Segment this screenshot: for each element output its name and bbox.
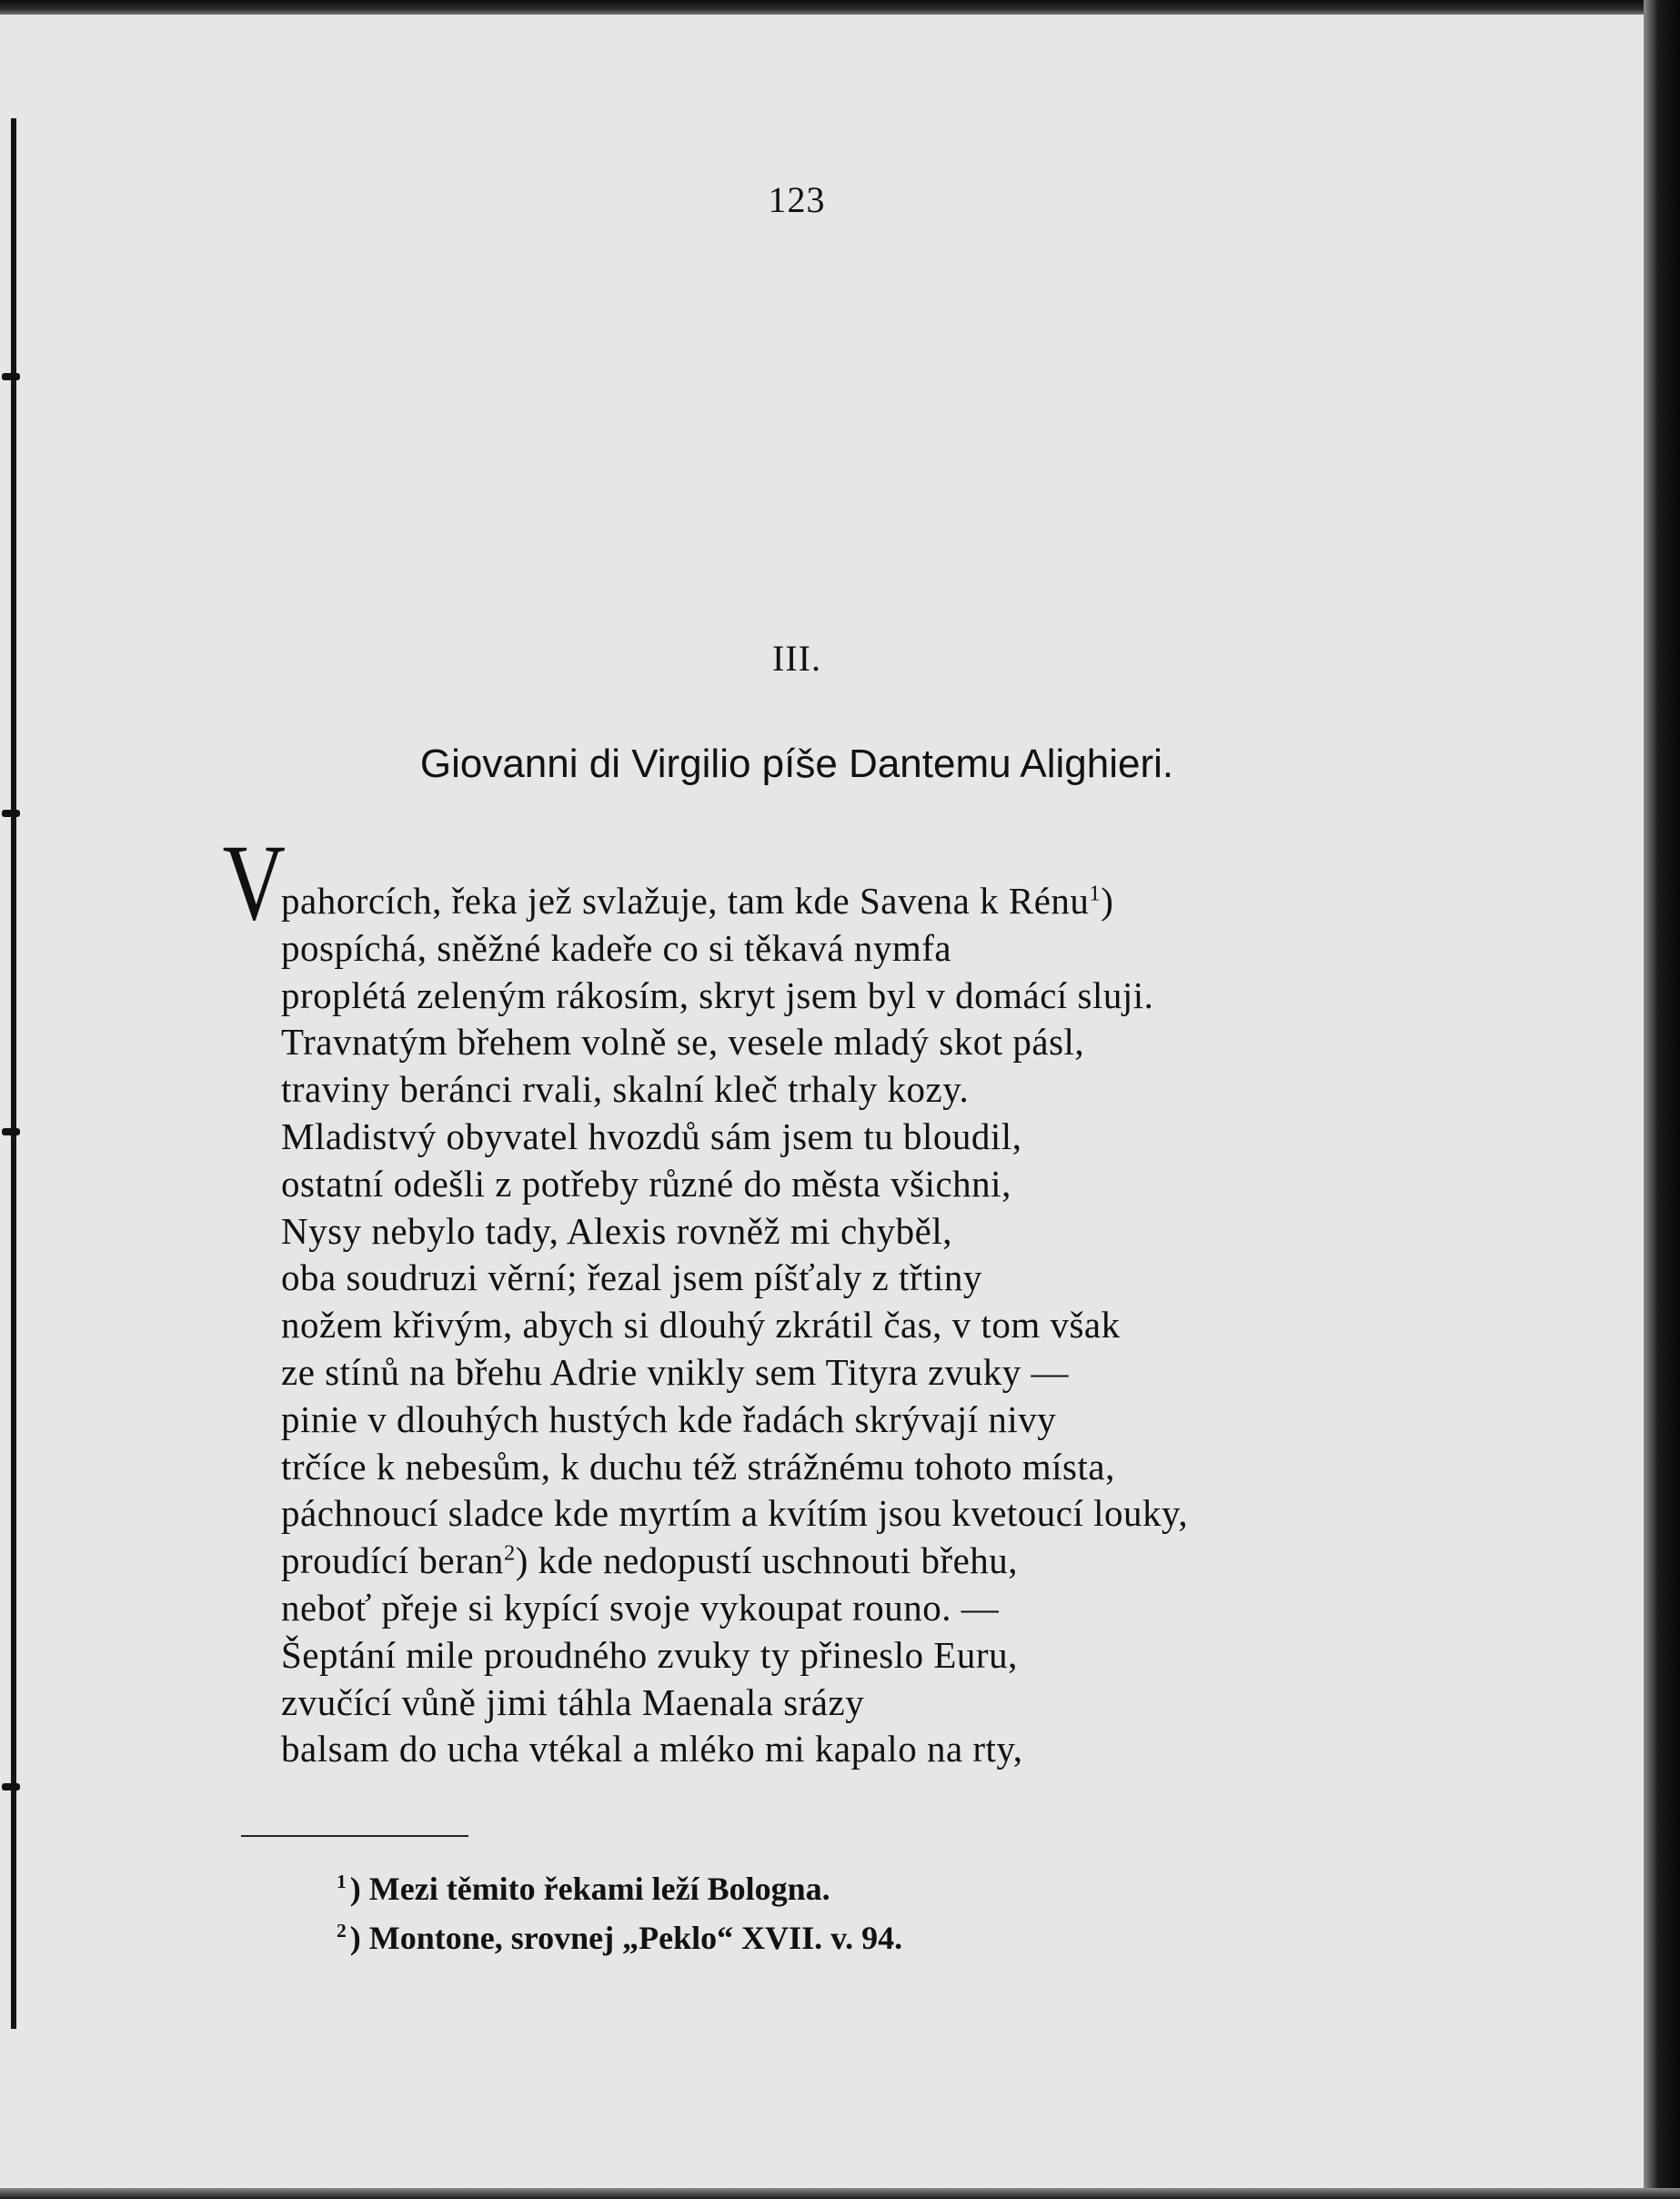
verse-line [281,1302,1409,1349]
binding-mark [2,810,20,817]
footnote [337,1861,902,1910]
verse-line-text: ze stínů na břehu Adrie vnikly sem Tityra zvuky — [281,1350,1070,1393]
verse-line-text: traviny beránci rvali, skalní kleč trhaly kozy. [281,1068,970,1111]
verse-line [281,1397,1409,1444]
footnote-reference: 1 [1089,881,1102,906]
verse-line-text: nožem křivým, abych si dlouhý zkrátil čas, v tom však [281,1304,1121,1347]
verse-line [281,1161,1409,1208]
drop-cap: V [222,822,287,943]
verse-line-text: pospíchá, sněžné kadeře co si těkavá nymfa [281,926,952,969]
verse-line [281,878,1409,925]
binding-edge [11,118,16,2029]
binding-mark [2,373,20,380]
verse-line-text: ostatní odešli z potřeby různé do města všichni, [281,1162,1011,1205]
binding-mark [2,1128,20,1135]
footnote-rule [241,1835,468,1837]
verse-line [281,1726,1409,1773]
section-number: III. [772,638,821,679]
verse-line [281,1349,1409,1397]
chapter-title: Giovanni di Virgilio píše Dantemu Alighieri. [419,741,1174,786]
verse-line [281,1632,1409,1680]
footnote-reference: 2 [503,1540,516,1566]
verse-line-text: Nysy nebylo tady, Alexis rovněž mi chyběl, [281,1209,952,1252]
verse-line [281,1490,1409,1538]
verse-line [281,1585,1409,1632]
footnote-mark: 1 [337,1871,347,1892]
verse-line-text: proplétá zeleným rákosím, skryt jsem byl v domácí sluji. [281,973,1154,1016]
verse-line [281,1114,1409,1161]
verse-line [281,1255,1409,1302]
verse-line [281,1066,1409,1114]
verse-line [281,1538,1409,1585]
verse-line-text: pinie v dlouhých hustých kde řadách skrývají nivy [281,1397,1057,1440]
verse-line [281,925,1409,973]
scan-border-right [1644,0,1680,2199]
verse-line-continuation: ) [1101,880,1114,922]
verse-line-text: Mladistvý obyvatel hvozdů sám jsem tu bloudil, [281,1115,1022,1157]
verse-line-text: Šeptání mile proudného zvuky ty přineslo Euru, [281,1633,1018,1676]
verse-line-text: páchnoucí sladce kde myrtím a kvítím jsou kvetoucí louky, [281,1492,1189,1535]
scan-border-top [0,0,1680,15]
footnote [337,1910,902,1959]
verse-line-text: oba soudruzi věrní; řezal jsem píšťaly z třtiny [281,1256,982,1299]
footnote-mark: 2 [337,1920,347,1942]
scan-border-bottom [0,2188,1680,2199]
verse-line-text: zvučící vůně jimi táhla Maenala srázy [281,1680,865,1723]
footnotes [337,1861,902,1959]
verse-line [281,973,1409,1020]
verse-line [281,1019,1409,1066]
verse-line-text: trčíce k nebesům, k duchu též strážnému tohoto místa, [281,1445,1115,1488]
verse-line-text: pahorcích, řeka jež svlažuje, tam kde Savena k Rénu [281,880,1090,922]
verse-line-continuation: ) kde nedopustí uschnouti břehu, [515,1539,1019,1582]
verse-line [281,1444,1409,1491]
footnote-text: ) Montone, srovnej „Peklo“ XVII. v. 94. [349,1920,903,1956]
verse-line [281,1208,1409,1256]
binding-mark [2,1783,20,1790]
footnote-text: ) Mezi těmito řekami leží Bologna. [349,1871,830,1907]
verse-line-text: neboť přeje si kypící svoje vykoupat rouno. — [281,1586,1000,1629]
verse-line-text: balsam do ucha vtékal a mléko mi kapalo na rty, [281,1728,1023,1770]
verse-text [281,878,1409,1773]
verse-line-text: proudící beran [281,1539,504,1582]
page-number: 123 [768,179,826,220]
verse-line [281,1680,1409,1727]
verse-line-text: Travnatým břehem volně se, vesele mladý skot pásl, [281,1021,1085,1064]
